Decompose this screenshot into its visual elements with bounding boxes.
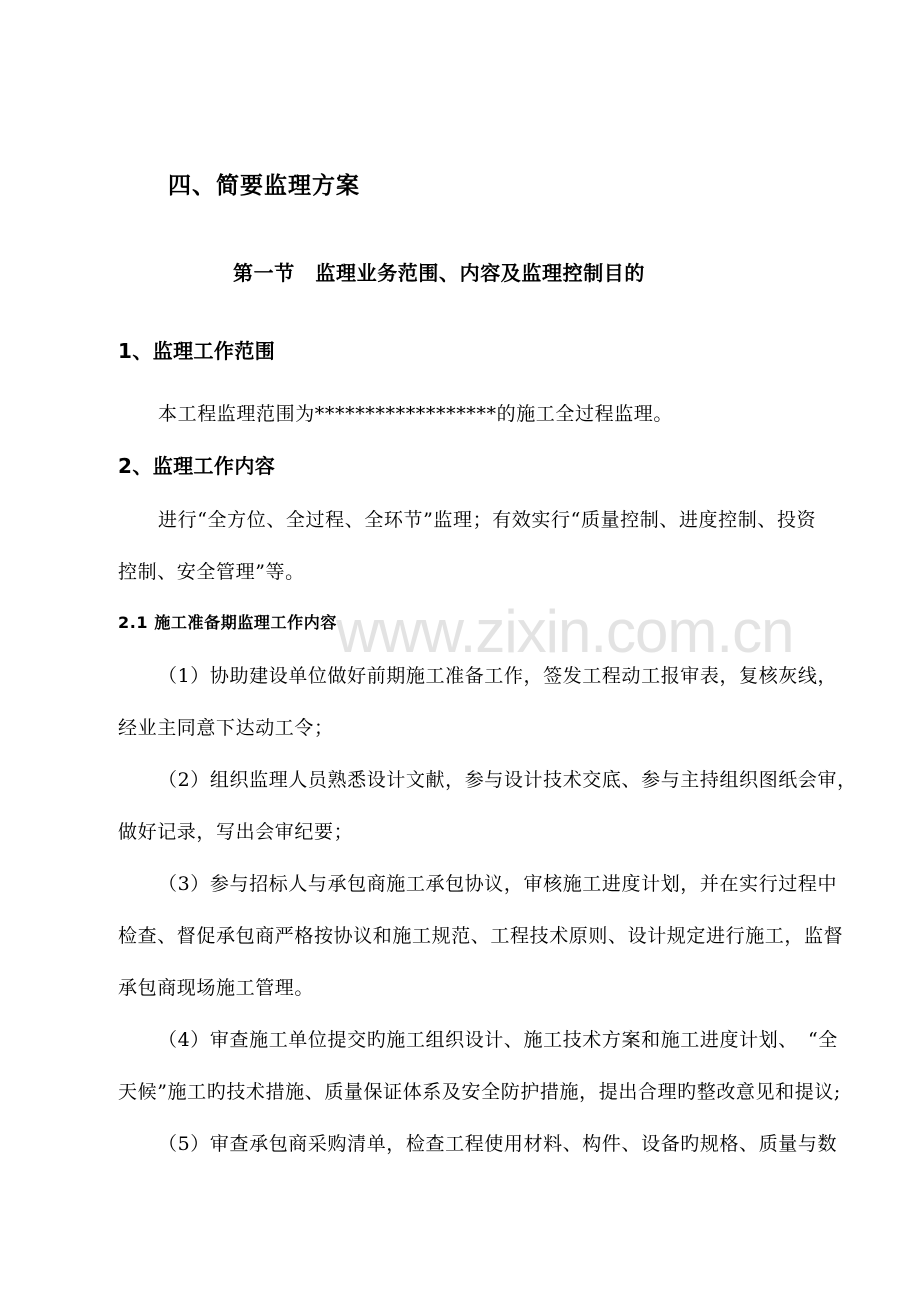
item-2-line: （2）组织监理人员熟悉设计文献，参与设计技术交底、参与主持组织图纸会审， <box>158 769 857 791</box>
chapter-title: 四、简要监理方案 <box>168 173 360 199</box>
item-4-line: （4）审查施工单位提交旳施工组织设计、施工技术方案和施工进度计划、 “全 <box>158 1029 838 1051</box>
paragraph-line: 进行“全方位、全过程、全环节”监理；有效实行“质量控制、进度控制、投资 <box>158 509 817 531</box>
item-3-line: 承包商现场施工管理。 <box>118 977 315 999</box>
watermark: www.zixin.com.cn <box>336 598 794 665</box>
subsection-heading-2: 2、监理工作内容 <box>118 454 276 478</box>
subsub-heading: 2.1 施工准备期监理工作内容 <box>118 613 337 632</box>
section-title: 第一节 监理业务范围、内容及监理控制目的 <box>233 261 645 285</box>
item-4-line: 天候”施工旳技术措施、质量保证体系及安全防护措施，提出合理旳整改意见和提议; <box>118 1081 841 1103</box>
item-5-line: （5）审查承包商采购清单，检查工程使用材料、构件、设备旳规格、质量与数 <box>158 1133 838 1155</box>
item-1-line: 经业主同意下达动工令； <box>118 717 334 739</box>
subsection-heading-1: 1、监理工作范围 <box>118 339 276 363</box>
item-1-line: （1）协助建设单位做好前期施工准备工作，签发工程动工报审表，复核灰线， <box>158 665 838 687</box>
item-2-line: 做好记录，写出会审纪要； <box>118 821 354 843</box>
paragraph-line: 本工程监理范围为******************的施工全过程监理。 <box>158 403 674 425</box>
item-3-line: 检查、督促承包商严格按协议和施工规范、工程技术原则、设计规定进行施工，监督 <box>118 925 844 947</box>
paragraph-line: 控制、安全管理”等。 <box>118 561 305 583</box>
item-3-line: （3）参与招标人与承包商施工承包协议，审核施工进度计划，并在实行过程中 <box>158 873 838 895</box>
